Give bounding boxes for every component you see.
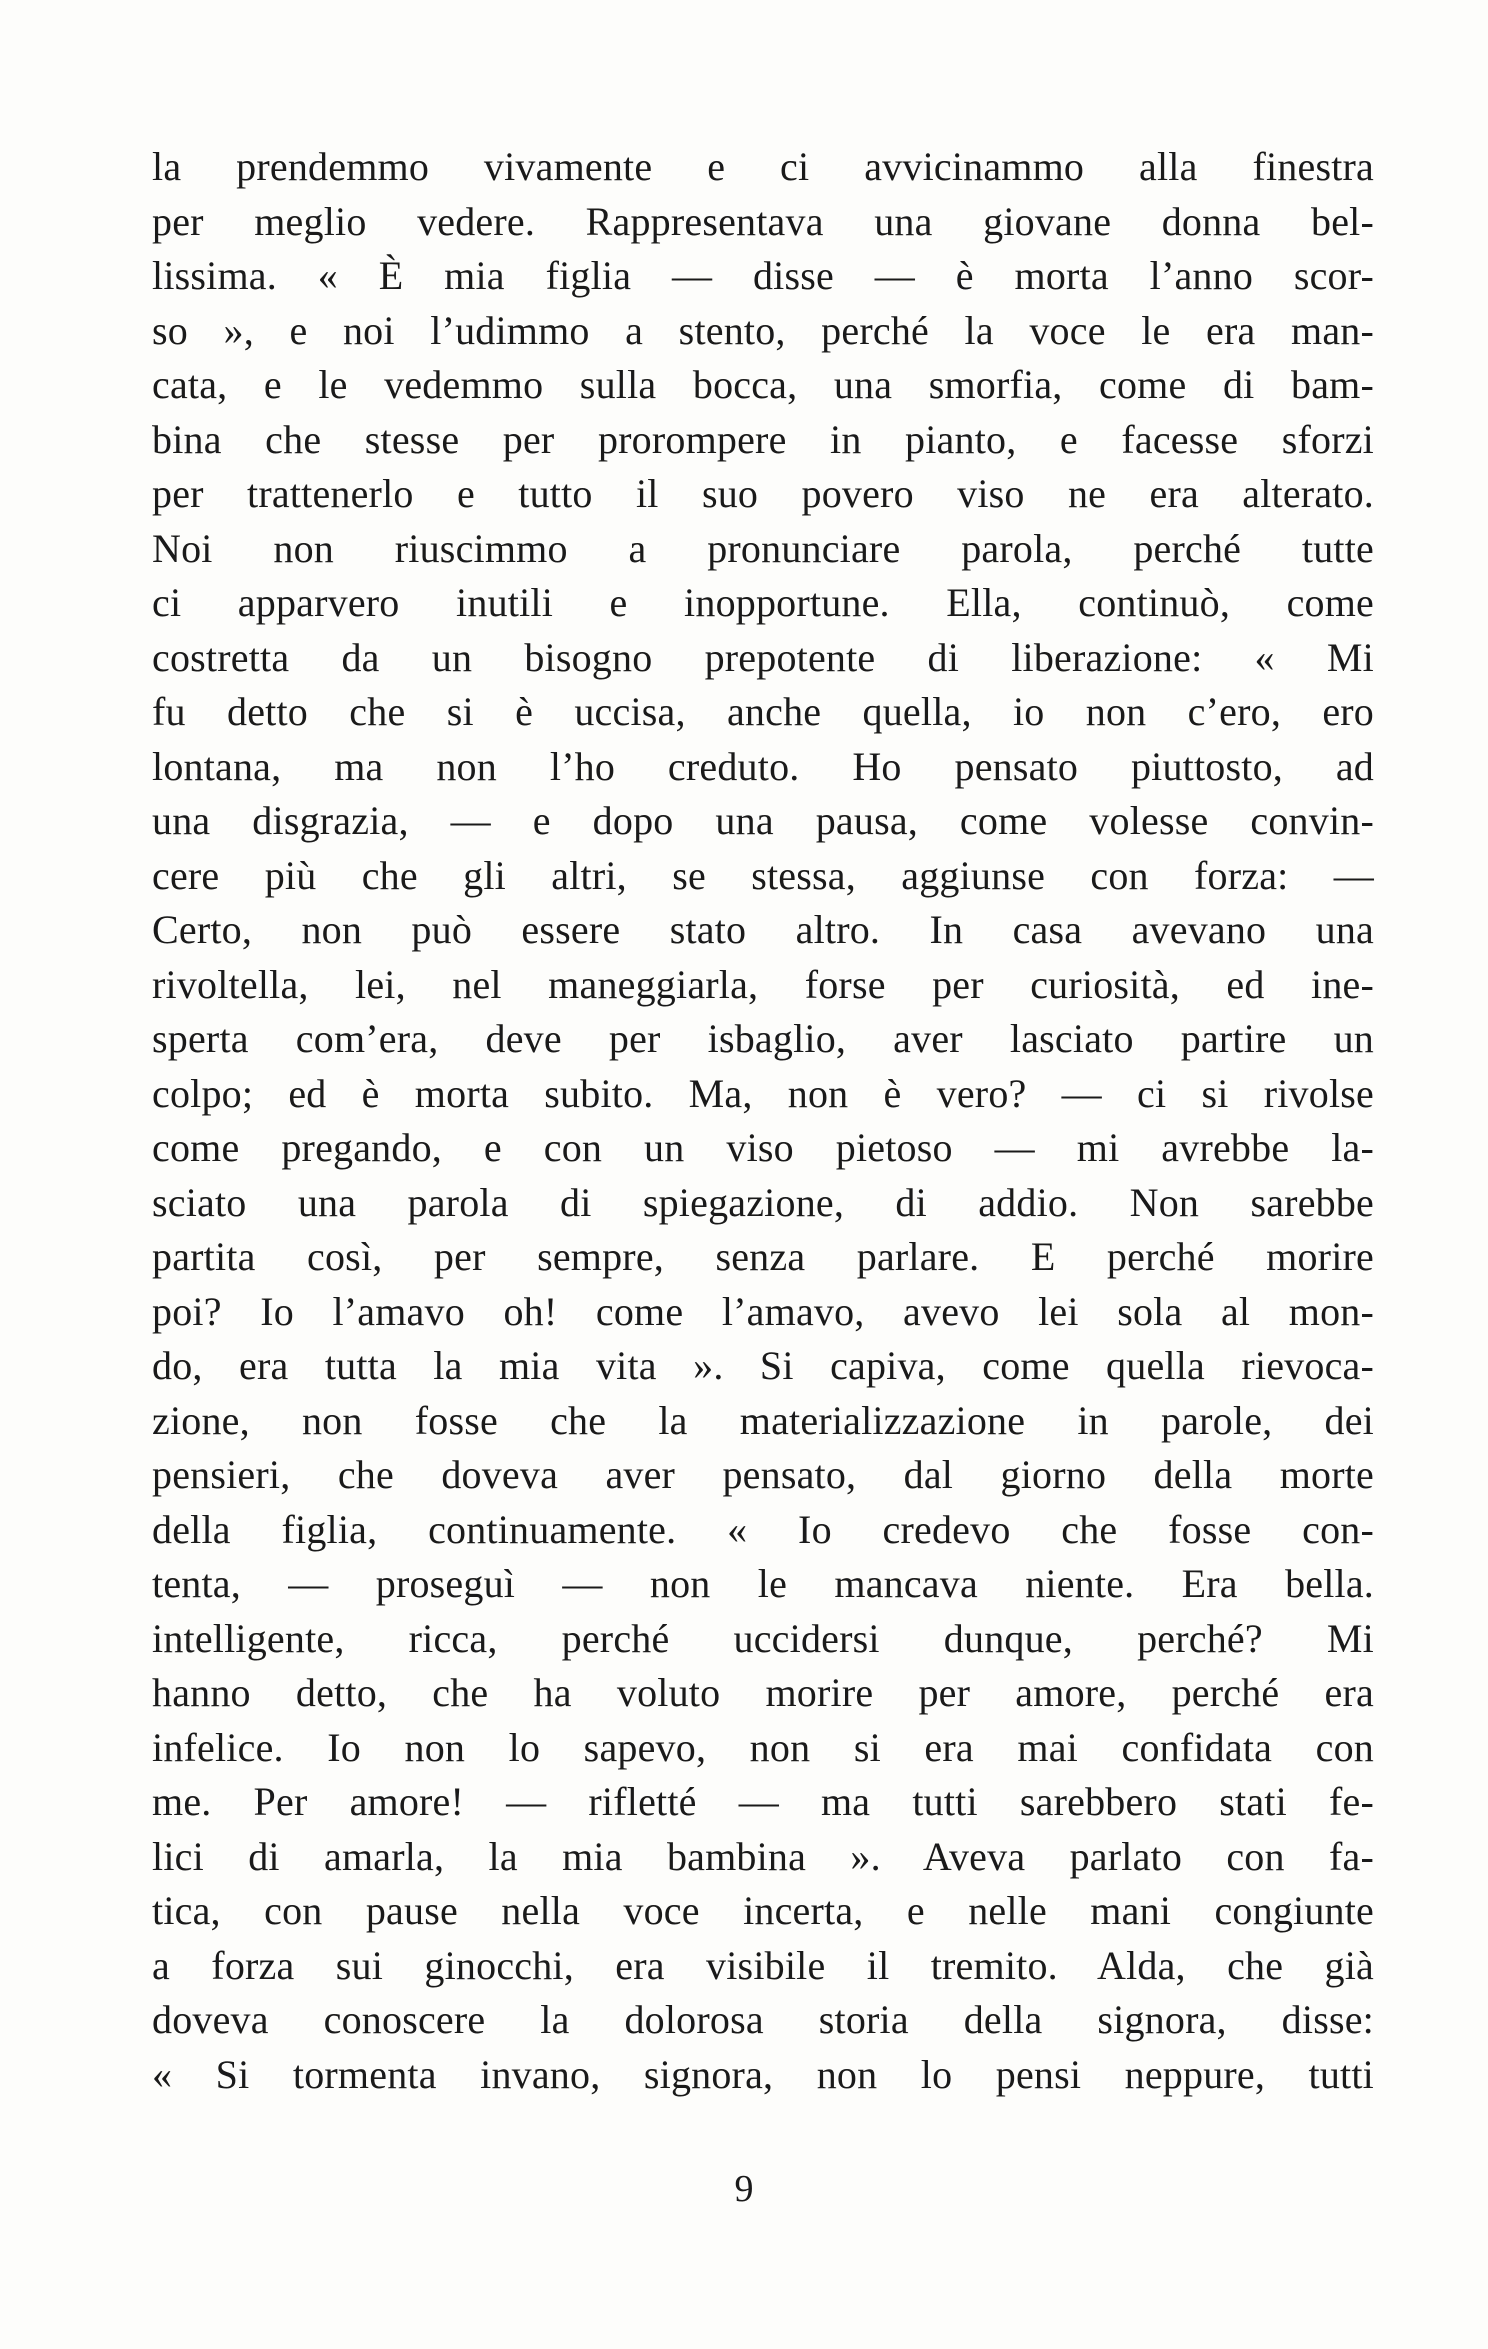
text-line: come pregando, e con un viso pietoso — mi avrebbe la- xyxy=(152,1125,1374,1170)
text-line: so », e noi l’udimmo a stento, perché la voce le era man- xyxy=(152,307,1374,353)
text-line: partita così, per sempre, senza parlare. E perché morire xyxy=(152,1234,1374,1279)
text-line: doveva conoscere la dolorosa storia della signora, disse: xyxy=(152,1997,1374,2042)
text-line: ci apparvero inutili e inopportune. Ella, continuò, come xyxy=(152,580,1374,625)
text-line: Certo, non può essere stato altro. In casa avevano una xyxy=(152,907,1374,952)
text-line: sperta com’era, deve per isbaglio, aver lasciato partire un xyxy=(152,1016,1374,1061)
text-line: pensieri, che doveva aver pensato, dal giorno della morte xyxy=(152,1452,1374,1497)
text-line: fu detto che si è uccisa, anche quella, io non c’ero, ero xyxy=(152,689,1374,734)
text-line: rivoltella, lei, nel maneggiarla, forse per curiosità, ed ine- xyxy=(152,961,1374,1007)
text-line: tenta, — proseguì — non le mancava niente. Era bella. xyxy=(152,1561,1374,1606)
text-line: colpo; ed è morta subito. Ma, non è vero? — ci si rivolse xyxy=(152,1070,1374,1116)
text-line: zione, non fosse che la materializzazione in parole, dei xyxy=(152,1397,1374,1443)
text-line: per meglio vedere. Rappresentava una giovane donna bel- xyxy=(152,198,1374,244)
text-line: infelice. Io non lo sapevo, non si era mai confidata con xyxy=(152,1724,1374,1770)
text-line: per trattenerlo e tutto il suo povero viso ne era alterato. xyxy=(152,471,1374,516)
text-line: bina che stesse per prorompere in pianto, e facesse sforzi xyxy=(152,416,1374,462)
text-line: lici di amarla, la mia bambina ». Aveva parlato con fa- xyxy=(152,1833,1374,1879)
body-text xyxy=(152,140,1374,2102)
text-line: intelligente, ricca, perché uccidersi dunque, perché? Mi xyxy=(152,1615,1374,1661)
text-line: lissima. « È mia figlia — disse — è morta l’anno scor- xyxy=(152,253,1374,298)
text-line: costretta da un bisogno prepotente di liberazione: « Mi xyxy=(152,634,1374,680)
text-line: una disgrazia, — e dopo una pausa, come volesse convin- xyxy=(152,798,1374,843)
text-line: sciato una parola di spiegazione, di addio. Non sarebbe xyxy=(152,1179,1374,1225)
text-line: la prendemmo vivamente e ci avvicinammo alla finestra xyxy=(152,144,1374,189)
text-line: lontana, ma non l’ho creduto. Ho pensato piuttosto, ad xyxy=(152,743,1374,789)
text-line: poi? Io l’amavo oh! come l’amavo, avevo lei sola al mon- xyxy=(152,1288,1374,1334)
text-line: della figlia, continuamente. « Io credevo che fosse con- xyxy=(152,1506,1374,1552)
text-line: cata, e le vedemmo sulla bocca, una smorfia, come di bam- xyxy=(152,362,1374,407)
text-line: do, era tutta la mia vita ». Si capiva, come quella rievoca- xyxy=(152,1343,1374,1388)
text-line: Noi non riuscimmo a pronunciare parola, perché tutte xyxy=(152,525,1374,571)
text-line: tica, con pause nella voce incerta, e nelle mani congiunte xyxy=(152,1888,1374,1933)
text-line: « Si tormenta invano, signora, non lo pensi neppure, tutti xyxy=(152,2051,1374,2097)
text-line: hanno detto, che ha voluto morire per amore, perché era xyxy=(152,1670,1374,1715)
text-line: cere più che gli altri, se stessa, aggiunse con forza: — xyxy=(152,852,1374,898)
text-line: a forza sui ginocchi, era visibile il tremito. Alda, che già xyxy=(152,1942,1374,1988)
page-number: 9 xyxy=(734,2168,754,2210)
text-line: me. Per amore! — rifletté — ma tutti sarebbero stati fe- xyxy=(152,1779,1374,1824)
